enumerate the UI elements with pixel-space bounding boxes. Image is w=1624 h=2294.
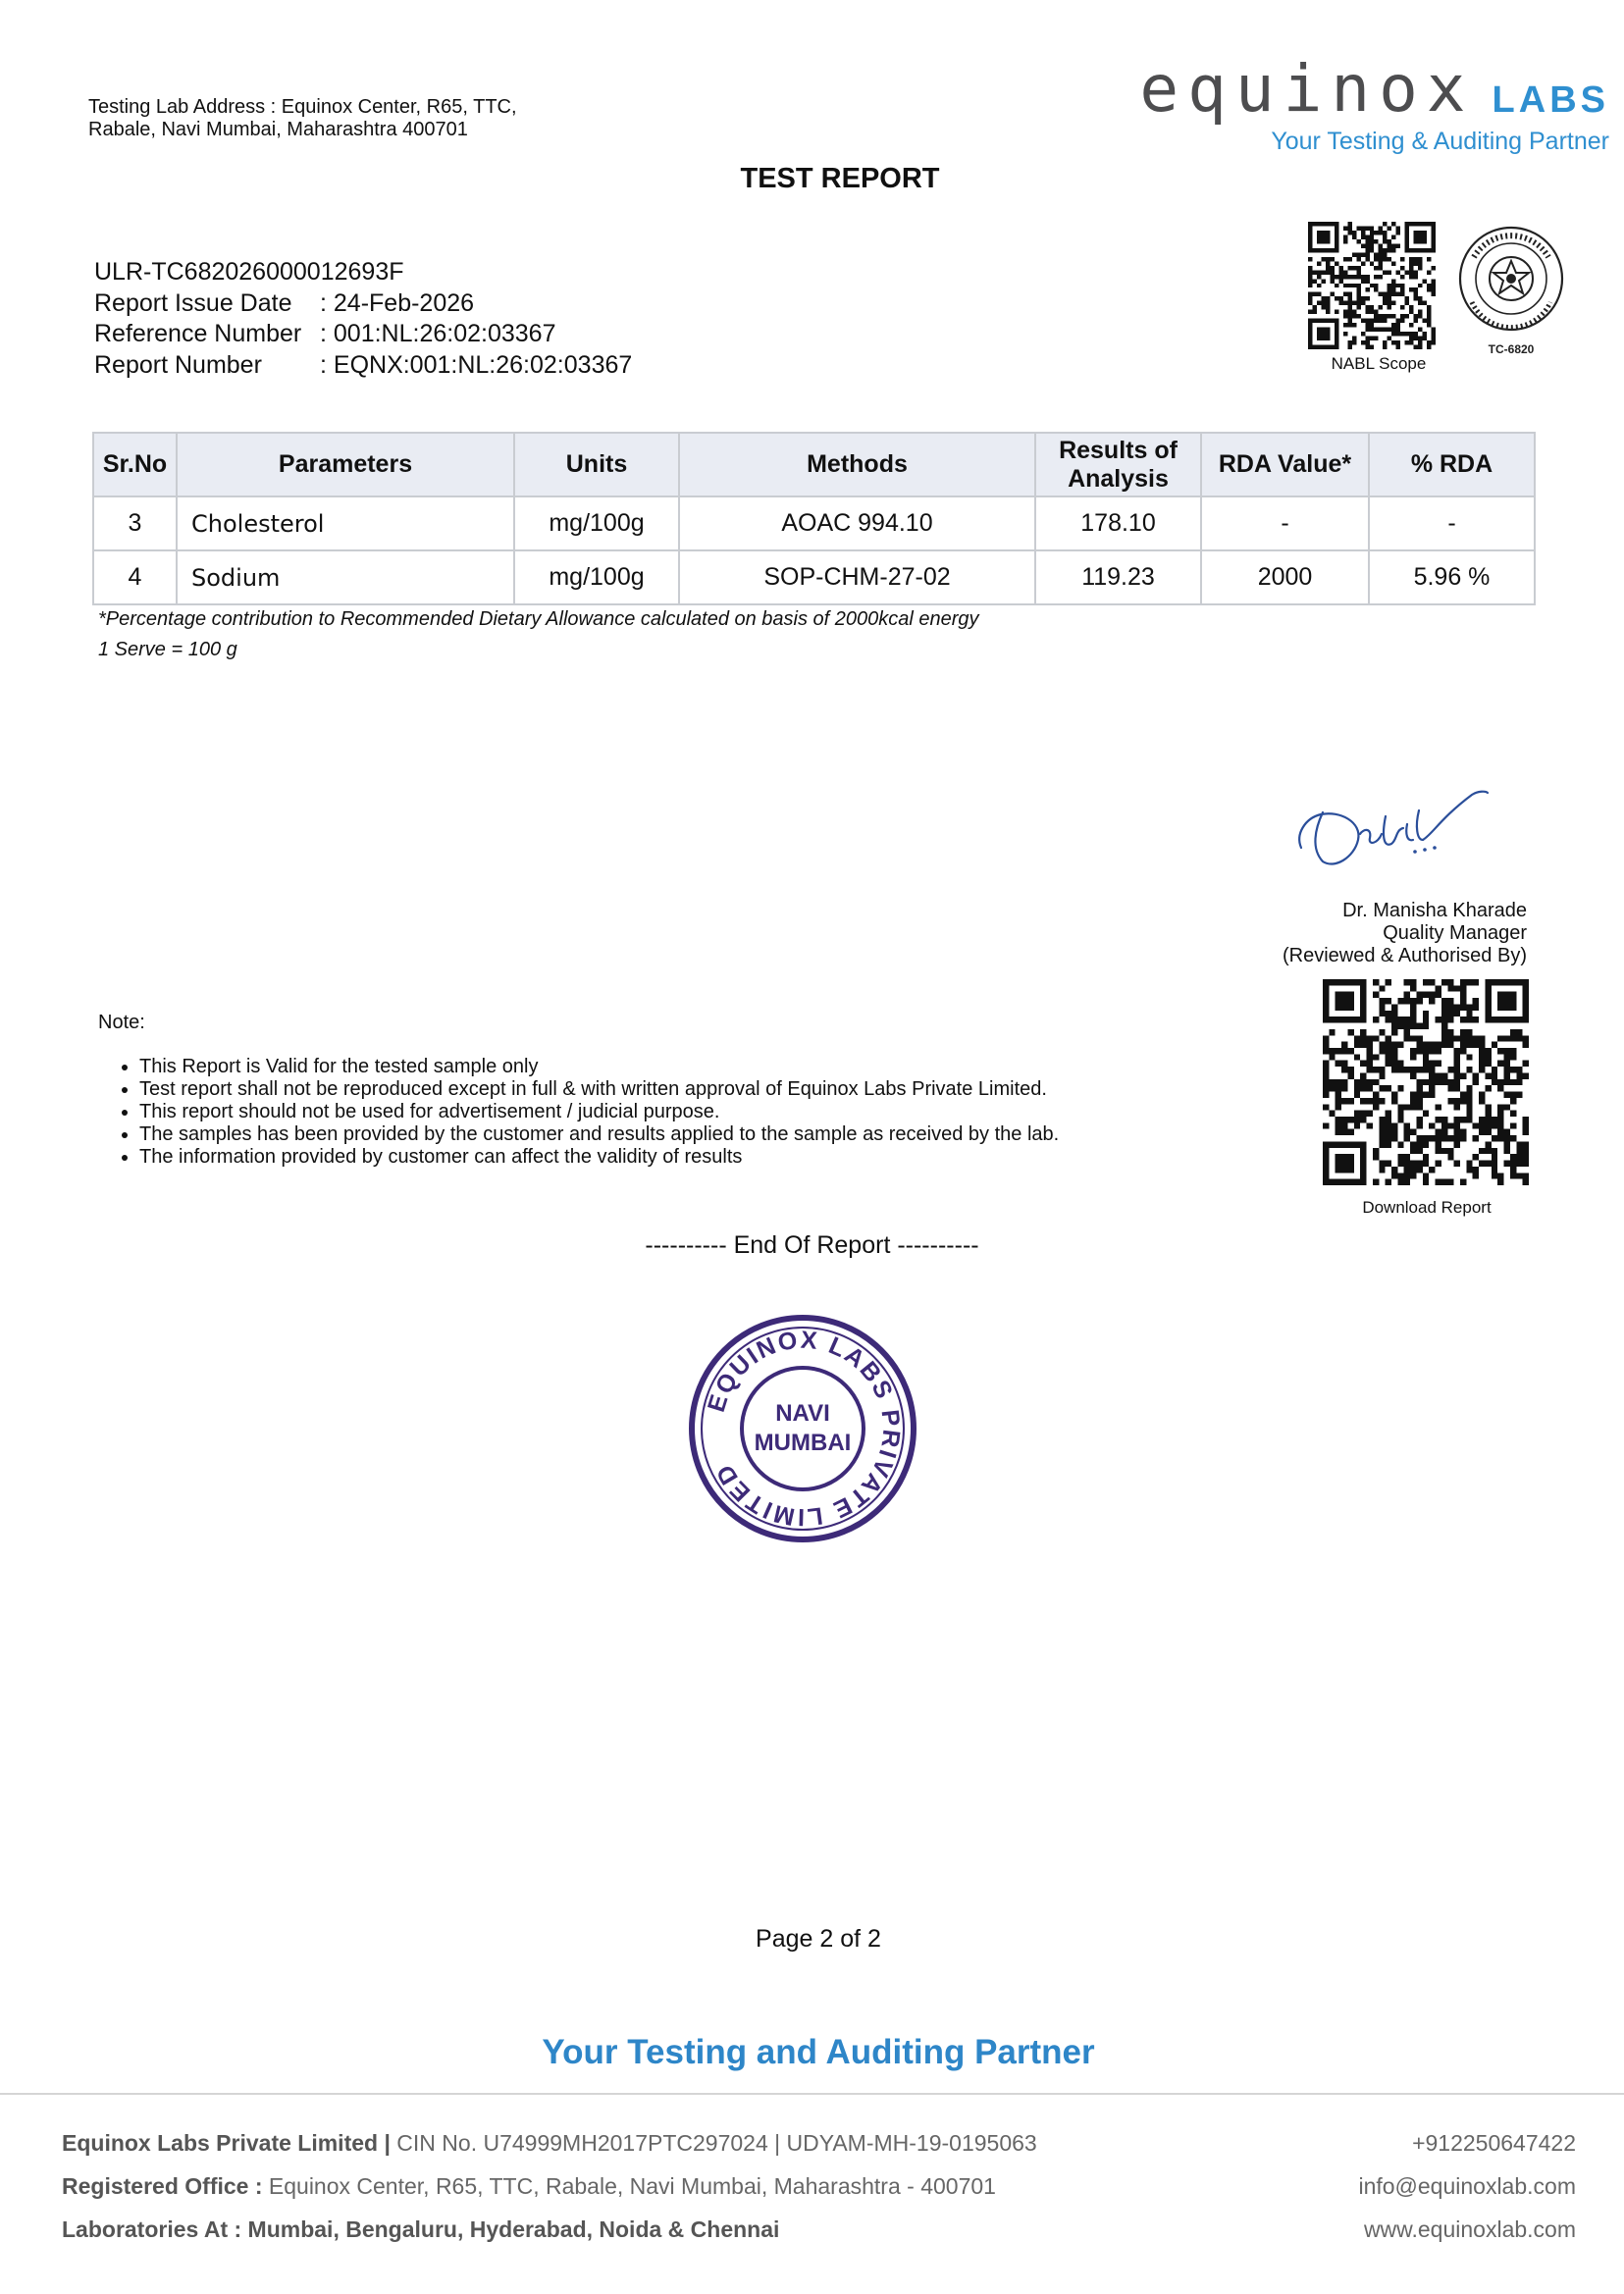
issue-date-label: Report Issue Date <box>94 288 292 317</box>
cell-rda-value: 2000 <box>1201 550 1369 604</box>
col-parameters: Parameters <box>177 433 514 496</box>
ulr-number: ULR-TC682026000012693F <box>94 258 404 286</box>
stamp-ring-text: EQUINOX LABS PRIVATE LIMITED <box>702 1326 906 1532</box>
cell-method: SOP-CHM-27-02 <box>679 550 1035 604</box>
stamp-line-2: MUMBAI <box>754 1430 852 1456</box>
signatory-title: Quality Manager <box>1383 922 1527 944</box>
col-sr-no: Sr.No <box>93 433 177 496</box>
footer-labs: Laboratories At : Mumbai, Bengaluru, Hyderabad, Noida & Chennai <box>62 2216 780 2242</box>
footer-tagline: Your Testing and Auditing Partner <box>542 2033 1095 2071</box>
rda-footnote: *Percentage contribution to Recommended Dietary Allowance calculated on basis of 2000kcal energy <box>98 608 979 630</box>
footer-phone: +912250647422 <box>1412 2130 1576 2156</box>
accreditation-seal-icon <box>1452 222 1570 359</box>
nabl-scope-caption: NABL Scope <box>1331 354 1427 373</box>
report-number-row <box>94 350 632 382</box>
footer-company-info <box>62 2121 1037 2251</box>
page-number: Page 2 of 2 <box>756 1925 881 1953</box>
footer-website[interactable]: www.equinoxlab.com <box>1363 2216 1576 2242</box>
cell-parameter: Sodium <box>177 550 514 604</box>
table-row <box>93 496 1535 550</box>
logo-wordmark: equinox <box>1139 51 1475 127</box>
handwritten-signature <box>1276 775 1492 873</box>
serve-size-note: 1 Serve = 100 g <box>98 639 237 660</box>
cell-sr-no: 4 <box>93 550 177 604</box>
cell-rda-value: - <box>1201 496 1369 550</box>
footer-company-ids: CIN No. U74999MH2017PTC297024 | UDYAM-MH-19-0195063 <box>390 2130 1037 2156</box>
col-methods: Methods <box>679 433 1035 496</box>
issue-date-value: : 24-Feb-2026 <box>320 288 475 317</box>
cell-method: AOAC 994.10 <box>679 496 1035 550</box>
download-report-caption: Download Report <box>1362 1198 1492 1217</box>
footer-office-line <box>62 2164 1037 2208</box>
company-logo <box>1139 51 1609 156</box>
cell-result: 119.23 <box>1035 550 1201 604</box>
reference-number-label: Reference Number <box>94 320 302 347</box>
nabl-scope-qr-code[interactable] <box>1308 222 1436 349</box>
cell-percent-rda: - <box>1369 496 1535 550</box>
download-report-qr-code[interactable] <box>1323 979 1529 1185</box>
table-header-row <box>93 433 1535 496</box>
reference-number-row <box>94 319 632 350</box>
list-item: • Test report shall not be reproduced except in full & with written approval of Equinox Labs Private Limited. <box>139 1078 1219 1101</box>
footer-office-address: Equinox Center, R65, TTC, Rabale, Navi Mumbai, Maharashtra - 400701 <box>262 2173 996 2199</box>
lab-address: Testing Lab Address : Equinox Center, R65, TTC, Rabale, Navi Mumbai, Maharashtra 400701 <box>88 96 517 140</box>
cell-parameter: Cholesterol <box>177 496 514 550</box>
col-rda-value: RDA Value* <box>1201 433 1369 496</box>
col-percent-rda: % RDA <box>1369 433 1535 496</box>
col-results: Results of Analysis <box>1035 433 1201 496</box>
issue-date-row <box>94 288 632 320</box>
col-units: Units <box>514 433 679 496</box>
end-of-report: ---------- End Of Report ---------- <box>645 1231 979 1259</box>
report-title: TEST REPORT <box>740 163 940 194</box>
list-item: • The information provided by customer can affect the validity of results <box>139 1146 1219 1169</box>
cell-result: 178.10 <box>1035 496 1201 550</box>
table-row <box>93 550 1535 604</box>
logo-tagline: Your Testing & Auditing Partner <box>1271 128 1609 155</box>
report-number-value: : EQNX:001:NL:26:02:03367 <box>320 350 633 379</box>
footer-divider <box>0 2093 1624 2095</box>
list-item: • This Report is Valid for the tested sample only <box>139 1056 1219 1078</box>
report-meta <box>94 257 632 381</box>
note-label: Note: <box>98 1012 145 1033</box>
list-item: • The samples has been provided by the customer and results applied to the sample as received by the lab. <box>139 1123 1219 1146</box>
footer-contact <box>1358 2121 1576 2251</box>
report-number-label: Report Number <box>94 350 262 379</box>
signatory-block <box>1178 900 1527 967</box>
logo-labs: LABS <box>1492 79 1609 121</box>
notes-list <box>98 1056 1219 1169</box>
signatory-role: (Reviewed & Authorised By) <box>1282 945 1527 966</box>
footer-labs-line <box>62 2208 1037 2251</box>
results-table <box>92 432 1536 605</box>
cell-unit: mg/100g <box>514 550 679 604</box>
cell-sr-no: 3 <box>93 496 177 550</box>
footer-company-name: Equinox Labs Private Limited | <box>62 2130 391 2156</box>
footer-office-label: Registered Office : <box>62 2173 263 2199</box>
list-item: • This report should not be used for advertisement / judicial purpose. <box>139 1101 1219 1123</box>
accreditation-code: TC-6820 <box>1488 342 1535 356</box>
reference-number-value: : 001:NL:26:02:03367 <box>320 320 556 347</box>
stamp-line-1: NAVI <box>775 1400 830 1427</box>
cell-percent-rda: 5.96 % <box>1369 550 1535 604</box>
footer-email[interactable]: info@equinoxlab.com <box>1358 2173 1576 2199</box>
company-stamp <box>685 1311 920 1546</box>
footer-company-line <box>62 2121 1037 2164</box>
signatory-name: Dr. Manisha Kharade <box>1342 900 1527 921</box>
cell-unit: mg/100g <box>514 496 679 550</box>
